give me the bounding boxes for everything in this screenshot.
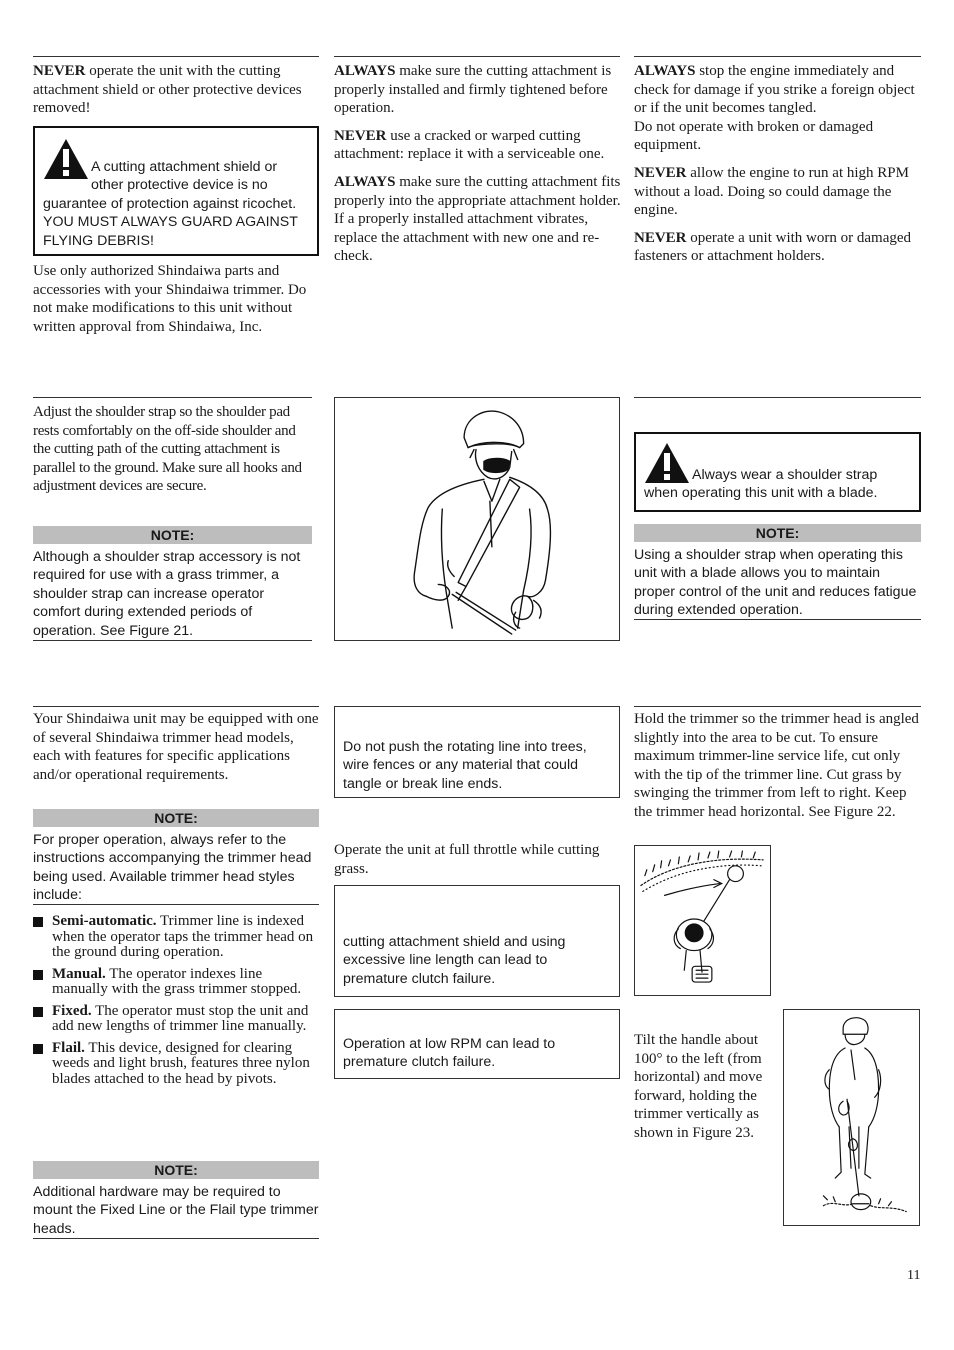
note-header (33, 526, 312, 544)
note-bottom-rule (33, 904, 319, 905)
note-bottom-rule (33, 640, 312, 641)
bullet-square (33, 1007, 43, 1017)
overhead-operator-trimming-illustration (635, 846, 770, 995)
para-text: allow the engine to run at high RPM without a load. Doing so could damage the engine. (634, 164, 909, 219)
note-label: NOTE: (154, 810, 198, 826)
section2-rule-col1 (33, 397, 312, 398)
bullet-keyword: Flail. (52, 1039, 85, 1056)
para-text: make sure the cutting attachment fits properly into the appropriate attachment holder. If a properly installed attachment vibrates, replace the attachment with new one and re-check. (334, 173, 621, 265)
para-text: stop the engine immediately and check for damage if you strike a foreign object or if the unit becomes tangled. (634, 63, 915, 117)
s1-col2 (334, 62, 624, 266)
note-header (33, 1161, 319, 1179)
low-rpm-caution-box (334, 1009, 620, 1079)
warning-triangle-icon (43, 138, 89, 180)
note-header (634, 524, 921, 542)
para-text: operate the unit with the cutting attachment shield or other protective devices removed! (33, 63, 302, 117)
s3-col3-para1 (634, 710, 924, 822)
keyword-always: ALWAYS (634, 63, 696, 79)
bullet-text: Trimmer line is indexed when the operator taps the trimmer head on the ground during operation. (52, 913, 314, 960)
note-label: NOTE: (755, 525, 800, 541)
s3-col3-para2 (634, 1031, 780, 1143)
section1-rule-col3 (634, 56, 921, 57)
blade-shoulder-strap-warning-box (634, 432, 921, 512)
bullet-keyword: Semi-automatic. (52, 913, 157, 929)
note-bottom-rule (634, 619, 921, 620)
tangle-caution-box (334, 706, 620, 798)
s2-col1-note (33, 548, 315, 640)
section3-rule-col3 (634, 706, 921, 707)
caution-text: cutting attachment shield and using excessive line length can lead to premature clutch failure. (343, 934, 566, 987)
s1-col3 (634, 62, 924, 266)
bullet-square (33, 917, 43, 927)
list-item-fixed (33, 1004, 319, 1035)
page-number: 11 (907, 1268, 921, 1283)
section3-rule-col1 (33, 706, 319, 707)
para-text: use a cracked or warped cutting attachment: replace it with a serviceable one. (334, 127, 605, 163)
s3-col1-note2 (33, 1183, 319, 1238)
section2-rule-col3 (634, 397, 921, 398)
list-item-manual (33, 967, 319, 998)
para-text: Operate the unit at full throttle while cutting grass. (334, 842, 600, 877)
warning-text: A cutting attachment shield or other protective device is no guarantee of protection against ricochet. YOU MUST ALWAYS GUARD AGAINST FLYING DEBRIS! (43, 159, 298, 249)
para-text: Hold the trimmer so the trimmer head is angled slightly into the area to be cut. To ensure maximum trimmer-line service life, cut only with the tip of the trimmer line. Cut grass by swinging the trimmer from left to right. Keep the trimmer head horizontal. See Figure 22. (634, 711, 919, 820)
s2-col3-note (634, 546, 921, 620)
keyword-always: ALWAYS (334, 173, 396, 190)
keyword-never: NEVER (634, 164, 687, 181)
warning-triangle-icon (644, 442, 690, 484)
operator-with-shoulder-strap-illustration (335, 398, 619, 640)
note-text: Using a shoulder strap when operating this unit with a blade allows you to maintain proper control of the unit and reduces fatigue during extended operation. (634, 547, 917, 619)
para-text: Tilt the handle about 100° to the left (from horizontal) and move forward, holding the trimmer vertically as shown in Figure 23. (634, 1032, 763, 1141)
figure-23-edging (783, 1009, 920, 1226)
s2-col1-para (33, 403, 315, 496)
s1-col1-para2 (33, 262, 319, 336)
para-text: Your Shindaiwa unit may be equipped with one of several Shindaiwa trimmer head models, each with features for specific applications and/or operational requirements. (33, 711, 319, 783)
caution-text: Do not push the rotating line into trees, wire fences or any material that could tangle or break line ends. (343, 739, 587, 792)
s3-col1-para (33, 710, 319, 784)
note-label: NOTE: (150, 527, 195, 543)
note-text: Additional hardware may be required to mount the Fixed Line or the Flail type trimmer heads. (33, 1184, 319, 1237)
caution-text: Operation at low RPM can lead to premature clutch failure. (343, 1036, 556, 1071)
bullet-keyword: Fixed. (52, 1002, 92, 1019)
operator-edging-illustration (784, 1010, 919, 1225)
figure-22-trimming-top-view (634, 845, 771, 996)
para-text: operate a unit with worn or damaged fasteners or attachment holders. (634, 229, 912, 265)
keyword-always: ALWAYS (334, 63, 396, 79)
keyword-never: NEVER (634, 229, 687, 246)
full-throttle-para (334, 841, 620, 878)
list-item-semi-automatic (33, 914, 319, 961)
note-header (33, 809, 319, 827)
para-text: Use only authorized Shindaiwa parts and accessories with your Shindaiwa trimmer. Do not make modifications to this unit without written approval from Shindaiwa, Inc. (33, 263, 307, 335)
section1-rule-col1 (33, 56, 319, 57)
trimmer-head-styles-list (33, 914, 319, 1093)
para-text: Do not operate with broken or damaged equipment. (634, 118, 874, 154)
note-bottom-rule (33, 1238, 319, 1239)
para-text: Adjust the shoulder strap so the shoulder pad rests comfortably on the off-side shoulder and the cutting path of the cutting attachment is parallel to the ground. Make sure all hooks and adjustment devices are secure. (33, 404, 302, 495)
keyword-never: NEVER (334, 127, 387, 144)
ricochet-warning-box (33, 126, 319, 256)
para-text: make sure the cutting attachment is properly installed and firmly tightened before operation. (334, 63, 612, 117)
clutch-failure-caution-box (334, 885, 620, 997)
note-text: For proper operation, always refer to the instructions accompanying the trimmer head being used. Available trimmer head styles include: (33, 832, 312, 904)
note-label: NOTE: (154, 1162, 198, 1178)
bullet-keyword: Manual. (52, 965, 106, 982)
list-item-flail (33, 1041, 319, 1088)
bullet-text: This device, designed for clearing weeds and light brush, features three nylon blades attached to the head by pivots. (52, 1039, 310, 1087)
s3-col1-note1 (33, 831, 319, 905)
warning-text: Always wear a shoulder strap when operating this unit with a blade. (644, 467, 878, 502)
note-text: Although a shoulder strap accessory is not required for use with a grass trimmer, a shoulder strap can increase operator comfort during extended periods of operation. See Figure 21. (33, 549, 301, 639)
keyword-never: NEVER (33, 63, 86, 79)
bullet-square (33, 1044, 43, 1054)
bullet-text: The operator indexes line manually with the grass trimmer stopped. (52, 965, 302, 997)
s1-col1-para1 (33, 62, 319, 118)
section1-rule-col2 (334, 56, 620, 57)
figure-21-shoulder-strap (334, 397, 620, 641)
bullet-text: The operator must stop the unit and add new lengths of trimmer line manually. (52, 1002, 309, 1034)
bullet-square (33, 970, 43, 980)
